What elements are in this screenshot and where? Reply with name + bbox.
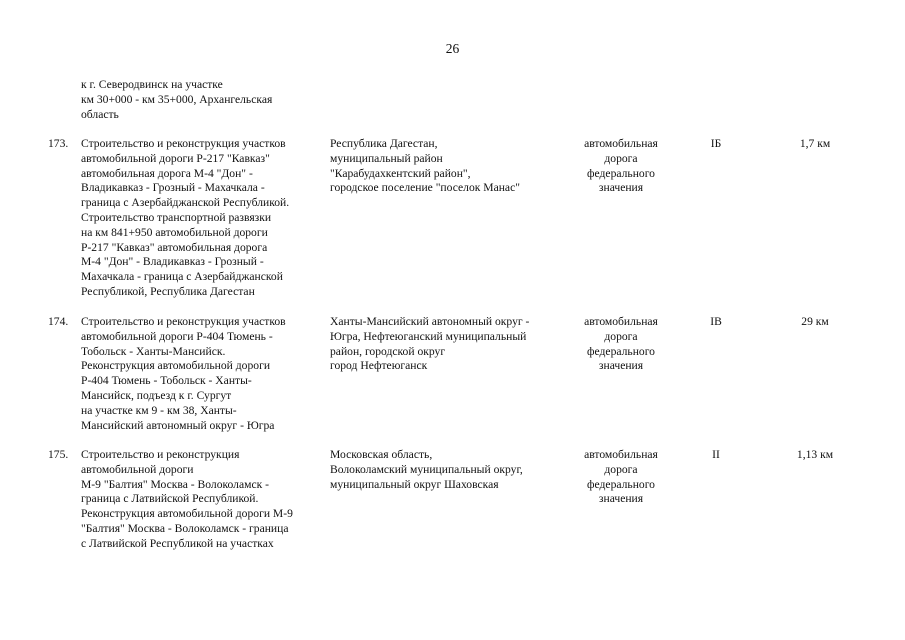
row-location: Ханты-Мансийский автономный округ - Югра, Нефтеюганский муниципальный район, городской округ город Нефтеюганск [330,315,530,373]
row-location: Республика Дагестан, муниципальный район "Карабудахкентский район", городское поселение "поселок Манас" [330,137,520,195]
row-description: Строительство и реконструкция участков автомобильной дороги Р-217 "Кавказ" автомобильная дорога М-4 "Дон" - Владикавказ - Грозный - Махачкала - граница с Азербайджанской Республикой. Строительство транспортной развязки на км 841+950 автомобильной дороги Р-217 "Кавказ" автомобильная дорога М-4 "Дон" - Владикавказ - Грозный - Махачкала - граница с Азербайджанской Республикой, Республика Дагестан [81,137,290,298]
row-category: IВ [710,315,722,328]
row-number: 174. [48,315,69,328]
row-length: 29 км [801,315,829,328]
row-length: 1,13 км [796,448,834,461]
row-number: 173. [48,137,69,150]
row-description: Строительство и реконструкция автомобильной дороги М-9 "Балтия" Москва - Волоколамск - граница с Латвийской Республикой. Реконструкция автомобильной дороги М-9 "Балтия" Москва - Волоколамск - граница с Латвийской Республикой на участках [81,448,293,550]
row-category: II [712,448,720,461]
page-number: 26 [445,41,460,56]
row-road-type: автомобильная дорога федерального значения [584,137,658,195]
row-description: Строительство и реконструкция участков автомобильной дороги Р-404 Тюмень - Тобольск - Ханты-Мансийск. Реконструкция автомобильной дороги Р-404 Тюмень - Тобольск - Ханты- Мансийск, подъезд к г. Сургут на участке км 9 - км 38, Ханты- Мансийский автономный округ - Югра [81,315,286,432]
row-number: 175. [48,448,69,461]
continuation-text: к г. Северодвинск на участке км 30+000 - км 35+000, Архангельская область [81,78,273,121]
row-road-type: автомобильная дорога федерального значения [584,448,658,506]
row-location: Московская область, Волоколамский муниципальный округ, муниципальный округ Шаховская [330,448,523,491]
row-road-type: автомобильная дорога федерального значения [584,315,658,373]
row-category: IБ [710,137,722,150]
row-length: 1,7 км [799,137,831,150]
